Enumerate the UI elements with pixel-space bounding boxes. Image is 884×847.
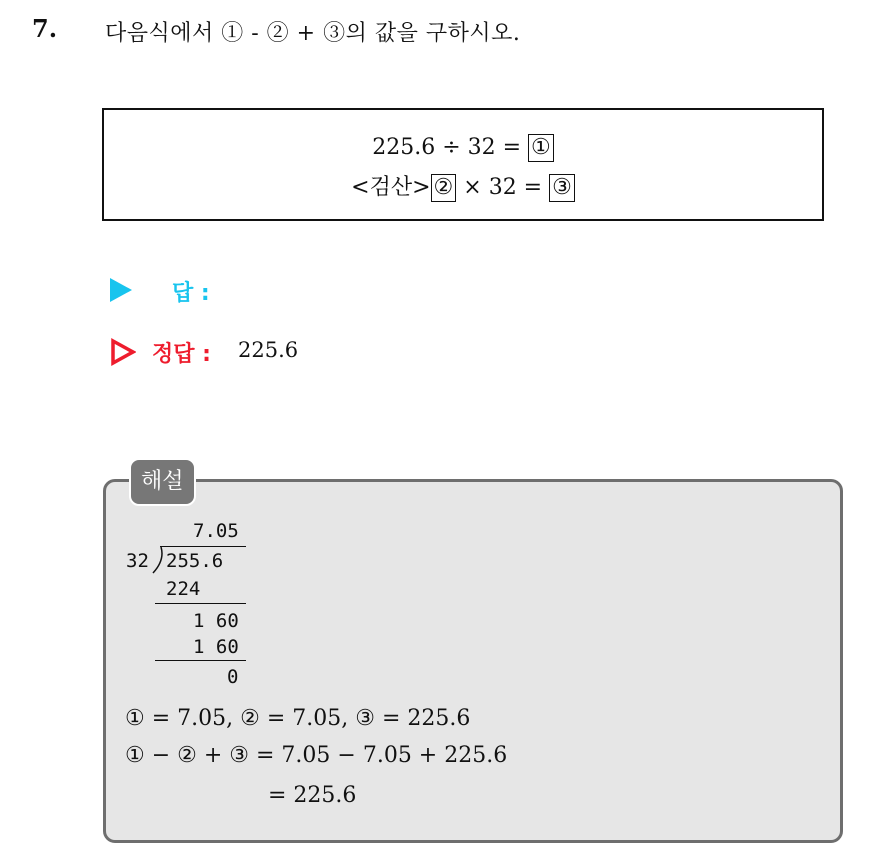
division-line-2 bbox=[155, 660, 246, 661]
equation-1-expression: 225.6 ÷ 32 = bbox=[372, 135, 529, 160]
blank-box-3: ③ bbox=[549, 174, 575, 202]
question-number: 7. bbox=[32, 14, 58, 43]
blank-box-1: ① bbox=[528, 134, 554, 162]
equation-2-middle: × 32 = bbox=[463, 175, 550, 200]
division-line-1 bbox=[155, 603, 246, 604]
division-step-2: 1 60 bbox=[193, 610, 239, 632]
correct-answer-label: 정답 : bbox=[152, 342, 211, 367]
problem-equation-1 bbox=[104, 134, 822, 162]
check-label: <검산> bbox=[351, 175, 431, 200]
blank-box-2: ② bbox=[431, 174, 457, 202]
division-step-3: 1 60 bbox=[193, 636, 239, 658]
division-dividend: 255.6 bbox=[166, 550, 224, 572]
correct-answer-value: 225.6 bbox=[238, 338, 299, 362]
division-vinculum bbox=[160, 546, 246, 547]
solution-tab: 해설 bbox=[129, 458, 196, 506]
problem-equation-2 bbox=[104, 170, 822, 202]
division-remainder: 0 bbox=[227, 666, 239, 688]
division-step-1: 224 bbox=[166, 578, 201, 600]
solution-line-1: ① = 7.05, ② = 7.05, ③ = 225.6 bbox=[125, 706, 471, 731]
problem-box bbox=[102, 108, 824, 221]
solution-line-2: ① − ② + ③ = 7.05 − 7.05 + 225.6 bbox=[125, 743, 508, 768]
question-text: 다음식에서 ① - ② + ③의 값을 구하시오. bbox=[105, 21, 521, 46]
division-bracket-icon bbox=[151, 546, 163, 574]
solution-line-3: = 225.6 bbox=[268, 783, 357, 808]
correct-answer-triangle-icon bbox=[110, 338, 136, 366]
division-divisor: 32 bbox=[126, 550, 149, 572]
answer-triangle-icon bbox=[110, 278, 132, 302]
division-quotient: 7.05 bbox=[193, 520, 239, 542]
answer-label: 답 : bbox=[172, 281, 210, 306]
